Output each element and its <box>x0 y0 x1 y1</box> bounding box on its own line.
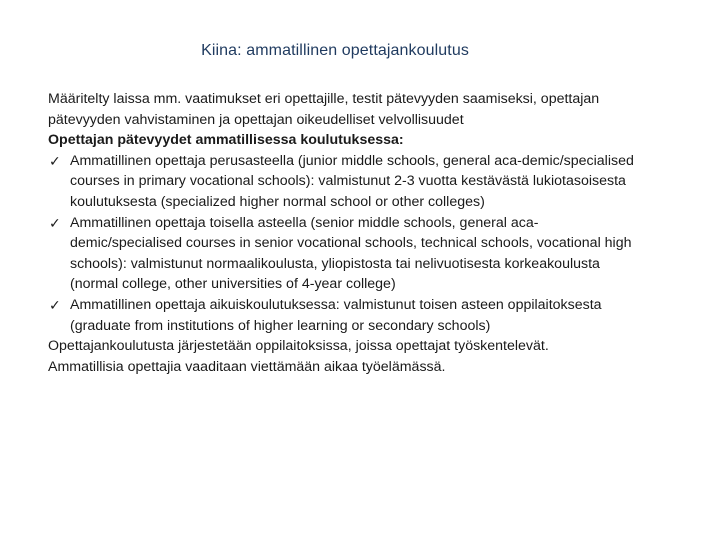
checkmark-icon: ✓ <box>49 214 61 231</box>
list-item <box>48 151 648 213</box>
list-item <box>48 213 648 295</box>
closing-paragraph-2: Ammatillisia opettajia vaaditaan viettämään aikaa työelämässä. <box>48 358 446 375</box>
slide-body <box>48 89 648 377</box>
intro-paragraph: Määritelty laissa mm. vaatimukset eri opettajille, testit pätevyyden saamiseksi, opettajan pätevyyden vahvistaminen ja opettajan oikeudelliset velvollisuudet <box>48 91 600 128</box>
checkmark-icon: ✓ <box>49 152 61 169</box>
checkmark-icon: ✓ <box>49 296 61 313</box>
closing-paragraph-1: Opettajankoulutusta järjestetään oppilaitoksissa, joissa opettajat työskentelevät. <box>48 338 549 355</box>
list-item-text: Ammatillinen opettaja toisella asteella (senior middle schools, general aca-demic/specialised courses in senior vocational schools, technical schools, vocational high schools): valmistunut normaalikoulusta, yliopistosta tai nelivuotisesta korkeakoulusta (normal college, other universities of 4-year college) <box>70 214 632 293</box>
qualification-list <box>48 151 648 336</box>
section-heading: Opettajan pätevyydet ammatillisessa koulutuksessa: <box>48 132 404 149</box>
list-item <box>48 295 648 336</box>
list-item-text: Ammatillinen opettaja perusasteella (junior middle schools, general aca-demic/specialised courses in primary vocational schools): valmistunut 2-3 vuotta kestävästä lukiotasoisesta koulutuksesta (specialized higher normal school or other colleges) <box>70 152 634 210</box>
slide-title: Kiina: ammatillinen opettajankoulutus <box>201 42 469 59</box>
list-item-text: Ammatillinen opettaja aikuiskoulutuksessa: valmistunut toisen asteen oppilaitoksesta (graduate from institutions of higher learning or secondary schools) <box>70 296 602 334</box>
